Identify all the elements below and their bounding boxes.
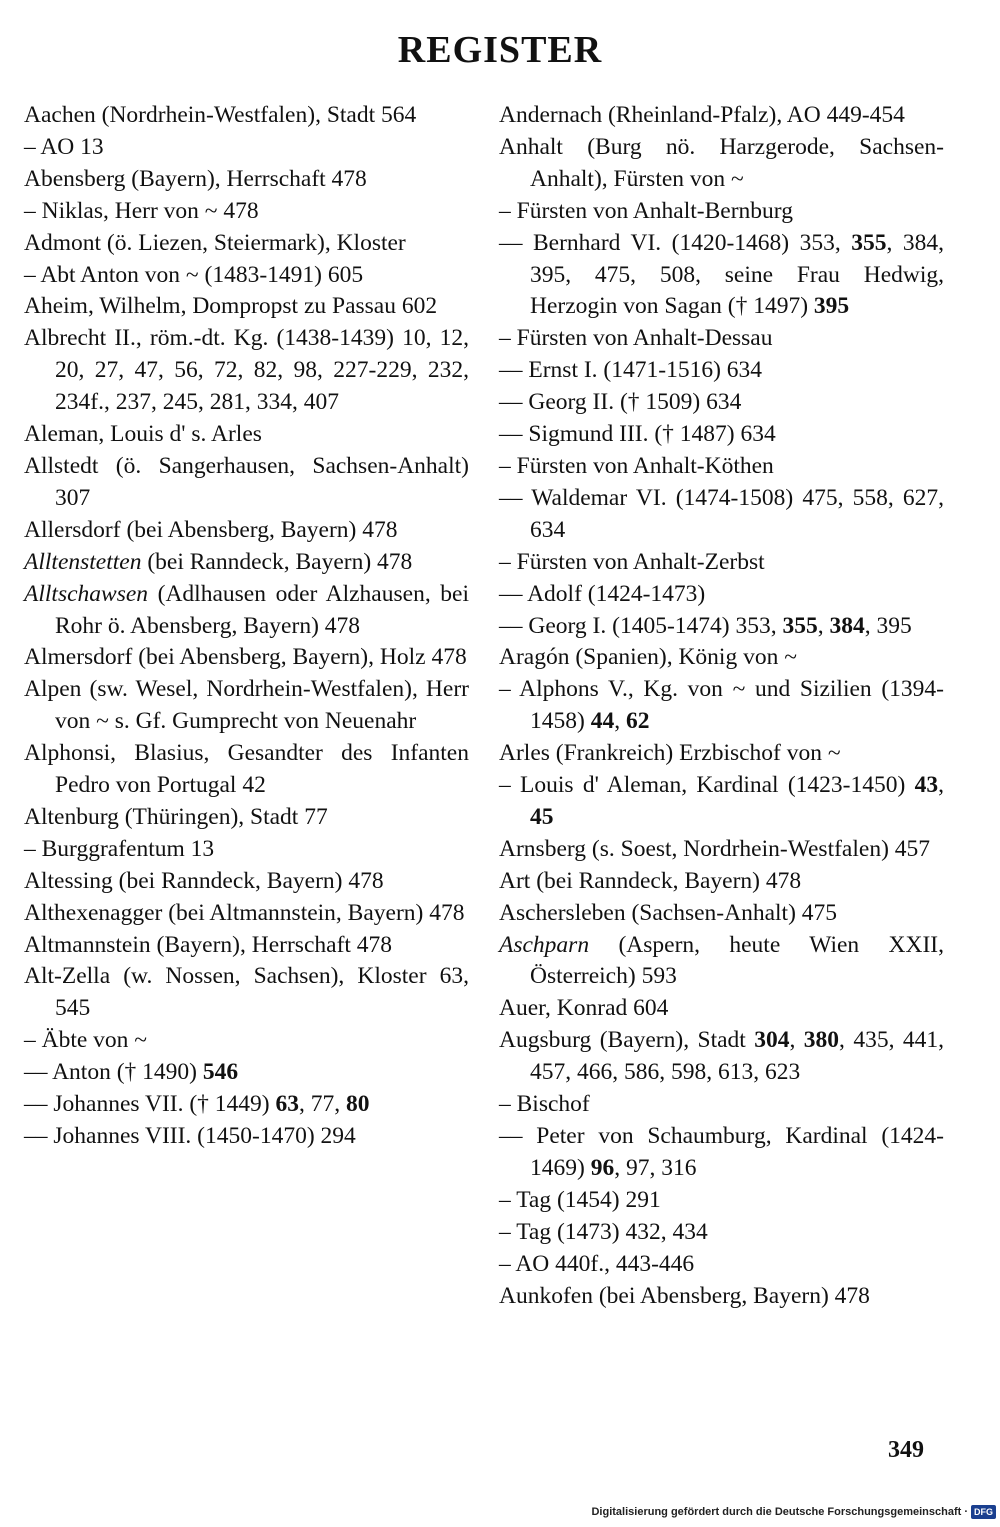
footer-text: Digitalisierung gefördert durch die Deutsche Forschungsgemeinschaft · — [591, 1506, 968, 1518]
entry-text: –– Ernst I. (1471-1516) 634 — [499, 357, 763, 384]
bold-page-ref: 546 — [202, 1059, 239, 1086]
entry-text: –– Peter von Schaumburg, Kardinal (1424-1469) — [499, 1123, 944, 1181]
index-entry — [24, 1025, 469, 1057]
entry-text: Admont (ö. Liezen, Steiermark), Kloster — [24, 229, 406, 256]
entry-text: Augsburg (Bayern), Stadt — [499, 1027, 755, 1054]
dfg-logo-icon: DFG — [971, 1505, 996, 1519]
italic-term: Alltschawsen — [24, 580, 149, 607]
index-entry — [499, 387, 944, 419]
index-entry — [499, 993, 944, 1025]
entry-text: – Burggrafentum 13 — [24, 835, 215, 862]
index-entry — [24, 515, 469, 547]
index-entry — [24, 323, 469, 419]
index-entry — [499, 100, 944, 132]
bold-page-ref: 96 — [590, 1154, 615, 1181]
entry-text: Altmannstein (Bayern), Herrschaft 478 — [24, 931, 393, 958]
entry-text: – Tag (1454) 291 — [499, 1186, 661, 1213]
index-entry — [24, 738, 469, 802]
entry-text: – Fürsten von Anhalt-Zerbst — [499, 548, 765, 575]
index-entry — [24, 802, 469, 834]
entry-text: Arnsberg (s. Soest, Nordrhein-Westfalen) 457 — [499, 835, 931, 862]
index-entry — [24, 419, 469, 451]
entry-text: Allstedt (ö. Sangerhausen, Sachsen-Anhalt) 307 — [24, 452, 469, 511]
index-entry — [24, 547, 469, 579]
index-entry — [499, 1217, 944, 1249]
index-entry — [24, 1121, 469, 1153]
entry-text: , — [614, 708, 626, 735]
bold-page-ref: 44 — [590, 708, 615, 735]
entry-text: Abensberg (Bayern), Herrschaft 478 — [24, 165, 367, 192]
entry-text: –– Georg II. († 1509) 634 — [499, 389, 742, 416]
index-entry — [499, 770, 944, 834]
entry-text: Aschersleben (Sachsen-Anhalt) 475 — [499, 899, 838, 926]
index-entry — [499, 132, 944, 196]
page-title: REGISTER — [397, 29, 603, 71]
entry-text: , 395 — [864, 612, 912, 639]
entry-text: – Fürsten von Anhalt-Köthen — [499, 452, 774, 479]
index-entry — [499, 483, 944, 547]
entry-text: Altenburg (Thüringen), Stadt 77 — [24, 803, 328, 830]
index-entry — [24, 196, 469, 228]
entry-text: – Alphons V., Kg. von ~ und Sizilien (1394-1458) — [499, 676, 944, 735]
bold-page-ref: 45 — [530, 803, 554, 830]
entry-text: Albrecht II., röm.-dt. Kg. (1438-1439) 10, 12, 20, 27, 47, 56, 72, 82, 98, 227-229, 232, 234f., 237, 245, 281, 334, 407 — [24, 325, 469, 416]
index-entry — [499, 642, 944, 674]
entry-text: – Tag (1473) 432, 434 — [499, 1218, 708, 1245]
bold-page-ref: 43 — [914, 772, 939, 799]
entry-text: Andernach (Rheinland-Pfalz), AO 449-454 — [499, 102, 905, 128]
index-entry — [499, 1281, 944, 1313]
bold-page-ref: 63 — [275, 1091, 300, 1118]
entry-text: –– Anton († 1490) — [24, 1059, 203, 1086]
entry-text: Arles (Frankreich) Erzbischof von ~ — [499, 740, 841, 767]
entry-text: , — [789, 1027, 804, 1054]
index-entry — [499, 1249, 944, 1281]
entry-text: , — [817, 612, 830, 639]
entry-text: –– Johannes VIII. (1450-1470) 294 — [24, 1123, 356, 1149]
entry-text: –– Waldemar VI. (1474-1508) 475, 558, 627, 634 — [499, 484, 944, 543]
entry-text: – Fürsten von Anhalt-Dessau — [499, 325, 773, 352]
entry-text: –– Bernhard VI. (1420-1468) 353, — [499, 229, 852, 256]
index-entry — [24, 100, 469, 132]
entry-text: Aunkofen (bei Abensberg, Bayern) 478 — [499, 1282, 870, 1309]
index-column-right — [499, 100, 944, 1312]
index-entry — [24, 132, 469, 164]
index-entry — [24, 228, 469, 260]
index-entry — [499, 898, 944, 930]
bold-page-ref: 355 — [851, 229, 887, 256]
index-entry — [499, 866, 944, 898]
entry-text: Auer, Konrad 604 — [499, 995, 669, 1022]
entry-text: – AO 440f., 443-446 — [499, 1250, 695, 1277]
page-number: 349 — [888, 1437, 924, 1463]
index-entry — [499, 419, 944, 451]
index-entry — [499, 355, 944, 387]
index-entry — [499, 834, 944, 866]
entry-text: Anhalt (Burg nö. Harzgerode, Sachsen-Anhalt), Fürsten von ~ — [499, 133, 944, 192]
entry-text: –– Sigmund III. († 1487) 634 — [499, 421, 776, 448]
index-entry — [24, 579, 469, 643]
entry-text: – AO 13 — [24, 133, 104, 160]
index-entry — [24, 291, 469, 323]
index-entry — [24, 1057, 469, 1089]
entry-text: Alt-Zella (w. Nossen, Sachsen), Kloster 63, 545 — [24, 963, 469, 1022]
index-entry — [24, 961, 469, 1025]
entry-text: , 97, 316 — [614, 1154, 697, 1181]
index-entry — [499, 930, 944, 994]
entry-text: Allersdorf (bei Abensberg, Bayern) 478 — [24, 516, 398, 543]
entry-text: – Abt Anton von ~ (1483-1491) 605 — [24, 261, 364, 288]
bold-page-ref: 80 — [346, 1091, 370, 1118]
index-entry — [499, 738, 944, 770]
index-entry — [24, 930, 469, 962]
index-entry — [499, 323, 944, 355]
footer-credit — [591, 1505, 996, 1519]
index-entry — [499, 1089, 944, 1121]
bold-page-ref: 355 — [782, 612, 818, 639]
entry-text: (Adlhausen oder Alzhausen, bei Rohr ö. Abensberg, Bayern) 478 — [55, 580, 469, 639]
entry-text: Aleman, Louis d' s. Arles — [24, 421, 262, 448]
entry-text: Aragón (Spanien), König von ~ — [499, 644, 797, 671]
entry-text: Art (bei Ranndeck, Bayern) 478 — [499, 867, 802, 894]
entry-text: (Aspern, heute Wien XXII, Österreich) 593 — [530, 931, 944, 990]
index-entry — [24, 834, 469, 866]
entry-text: Althexenagger (bei Altmannstein, Bayern) 478 — [24, 899, 465, 926]
index-entry — [499, 547, 944, 579]
entry-text: – Fürsten von Anhalt-Bernburg — [499, 197, 793, 224]
index-entry — [499, 228, 944, 324]
entry-text: – Bischof — [499, 1091, 590, 1118]
entry-text: Alphonsi, Blasius, Gesandter des Infanten Pedro von Portugal 42 — [24, 740, 469, 799]
bold-page-ref: 62 — [625, 708, 650, 735]
index-entry — [24, 642, 469, 674]
index-entry — [24, 260, 469, 292]
index-entry — [24, 866, 469, 898]
index-entry — [499, 196, 944, 228]
entry-text: Aachen (Nordrhein-Westfalen), Stadt 564 — [24, 102, 417, 128]
index-entry — [24, 898, 469, 930]
index-entry — [24, 674, 469, 738]
bold-page-ref: 380 — [803, 1027, 840, 1054]
entry-text: , — [938, 772, 944, 799]
index-entry — [24, 164, 469, 196]
entry-text: –– Adolf (1424-1473) — [499, 580, 706, 607]
entry-text: Aheim, Wilhelm, Dompropst zu Passau 602 — [24, 293, 438, 320]
entry-text: – Louis d' Aleman, Kardinal (1423-1450) — [499, 772, 915, 799]
index-entry — [499, 579, 944, 611]
entry-text: – Äbte von ~ — [24, 1027, 148, 1054]
entry-text: –– Georg I. (1405-1474) 353, — [499, 612, 783, 639]
entry-text: , 77, — [299, 1091, 347, 1118]
entry-text: – Niklas, Herr von ~ 478 — [24, 197, 259, 224]
italic-term: Alltenstetten — [24, 548, 142, 575]
index-entry — [499, 1025, 944, 1089]
index-entry — [499, 674, 944, 738]
bold-page-ref: 384 — [829, 612, 865, 639]
entry-text: , 435, 441, 457, 466, 586, 598, 613, 623 — [530, 1027, 944, 1086]
index-entry — [24, 1089, 469, 1121]
entry-text: Almersdorf (bei Abensberg, Bayern), Holz 478 — [24, 644, 467, 671]
index-entry — [499, 611, 944, 643]
index-entry — [499, 1185, 944, 1217]
entry-text: Altessing (bei Ranndeck, Bayern) 478 — [24, 867, 384, 894]
index-entry — [499, 451, 944, 483]
entry-text: Alpen (sw. Wesel, Nordrhein-Westfalen), Herr von ~ s. Gf. Gumprecht von Neuenahr — [24, 676, 469, 735]
index-entry — [499, 1121, 944, 1185]
index-entry — [24, 451, 469, 515]
bold-page-ref: 304 — [754, 1027, 790, 1054]
bold-page-ref: 395 — [813, 293, 850, 320]
entry-text: (bei Ranndeck, Bayern) 478 — [141, 548, 413, 575]
index-column-left — [24, 100, 469, 1153]
entry-text: , 384, 395, 475, 508, seine Frau Hedwig, Herzogin von Sagan († 1497) — [530, 229, 944, 320]
entry-text: –– Johannes VII. († 1449) — [24, 1091, 276, 1118]
italic-term: Aschparn — [499, 931, 590, 958]
